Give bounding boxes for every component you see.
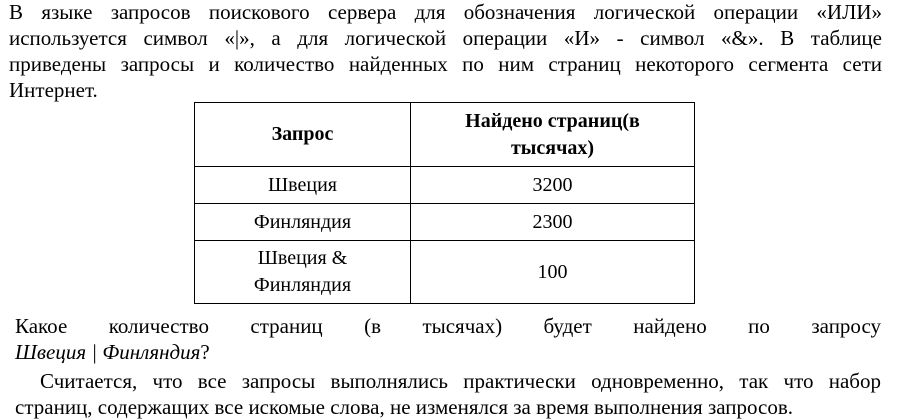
cell-query: Финляндия	[195, 204, 411, 241]
cell-query	[195, 241, 411, 304]
note-line-2: страниц, содержащих все искомые слова, не изменялся за время выполнения запросов.	[15, 395, 794, 419]
query-results-table	[194, 102, 695, 304]
question-line-2	[15, 339, 881, 365]
header-found	[411, 103, 695, 167]
cell-query-line-1: Швеция &	[257, 247, 348, 269]
table-row	[195, 167, 695, 204]
intro-line-1: В языке запросов поискового сервера для обозначения логической операции «ИЛИ»	[9, 0, 882, 24]
note-line-1: Считается, что все запросы выполнялись практически одновременно, так что набор	[40, 369, 881, 393]
intro-line-2: используется символ «|», а для логической операции «И» - символ «&». В таблице	[9, 26, 882, 50]
cell-query: Швеция	[195, 167, 411, 204]
cell-found: 3200	[411, 167, 695, 204]
intro-line-4: Интернет.	[9, 78, 98, 102]
header-query: Запрос	[195, 103, 411, 167]
cell-found: 2300	[411, 204, 695, 241]
table-header-row	[195, 103, 695, 167]
question-mark: ?	[200, 340, 210, 364]
question-paragraph	[15, 313, 881, 365]
table-row	[195, 241, 695, 304]
cell-found: 100	[411, 241, 695, 304]
question-line-1: Какое количество страниц (в тысячах) будет найдено по запросу	[15, 314, 881, 338]
intro-paragraph	[9, 0, 882, 103]
header-found-line-2: тысячах)	[510, 136, 595, 159]
note-paragraph	[15, 368, 881, 420]
question-query: Швеция | Финляндия	[15, 340, 201, 364]
table-row	[195, 204, 695, 241]
header-found-line-1: Найдено страниц(в	[465, 109, 640, 132]
intro-line-3: приведены запросы и количество найденных по ним страниц некоторого сегмента сети	[9, 52, 882, 76]
cell-query-line-2: Финляндия	[253, 274, 352, 296]
